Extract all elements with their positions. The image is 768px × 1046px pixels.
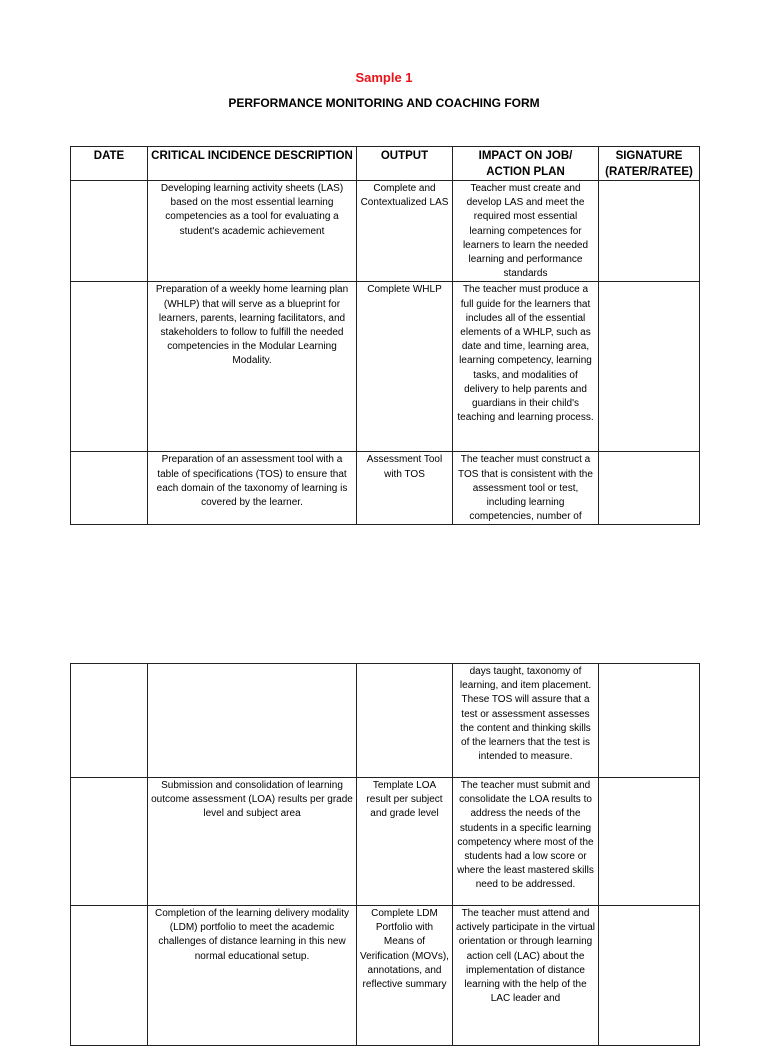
date-cell <box>71 181 148 282</box>
table-row <box>71 906 700 1046</box>
output-cell: Complete and Contextualized LAS <box>357 181 453 282</box>
signature-cell <box>599 452 700 525</box>
table-row <box>71 282 700 452</box>
date-cell <box>71 664 148 778</box>
signature-cell <box>599 778 700 906</box>
output-cell: Assessment Tool with TOS <box>357 452 453 525</box>
impact-cell: The teacher must produce a full guide for the learners that includes all of the essential elements of a WHLP, such as date and time, learning area, learning competency, learning tasks, and modalities of delivery to help parents and guardians in their child's teaching and learning process. <box>453 282 599 452</box>
description-cell: Submission and consolidation of learning outcome assessment (LOA) results per grade level and subject area <box>148 778 357 906</box>
table-row <box>71 452 700 525</box>
description-cell: Preparation of a weekly home learning plan (WHLP) that will serve as a blueprint for learners, parents, learning facilitators, and stakeholders to follow to fulfill the needed competencies in the Modular Learning Modality. <box>148 282 357 452</box>
impact-cell: Teacher must create and develop LAS and meet the required most essential learning competences for learners to learn the needed learning and performance standards <box>453 181 599 282</box>
header-signature: SIGNATURE (RATER/RATEE) <box>599 147 700 181</box>
output-cell <box>357 664 453 778</box>
form-title: PERFORMANCE MONITORING AND COACHING FORM <box>228 96 540 110</box>
coaching-form-table-page-1 <box>70 146 700 525</box>
header-output: OUTPUT <box>357 147 453 181</box>
output-cell: Complete WHLP <box>357 282 453 452</box>
impact-cell: days taught, taxonomy of learning, and item placement. These TOS will assure that a test or assessment assesses the content and thinking skills of the learners that the test is intended to measure. <box>453 664 599 778</box>
description-cell: Preparation of an assessment tool with a table of specifications (TOS) to ensure that each domain of the taxonomy of learning is covered by the learner. <box>148 452 357 525</box>
date-cell <box>71 778 148 906</box>
output-cell: Complete LDM Portfolio with Means of Verification (MOVs), annotations, and reflective summary <box>357 906 453 1046</box>
table-row <box>71 778 700 906</box>
table-row <box>71 181 700 282</box>
impact-cell: The teacher must submit and consolidate the LOA results to address the needs of the students in a specific learning competency where most of the students had a low score or where the least mastered skills need to be addressed. <box>453 778 599 906</box>
date-cell <box>71 906 148 1046</box>
date-cell <box>71 452 148 525</box>
description-cell: Completion of the learning delivery modality (LDM) portfolio to meet the academic challenges of distance learning in this new normal educational setup. <box>148 906 357 1046</box>
date-cell <box>71 282 148 452</box>
description-cell: Developing learning activity sheets (LAS) based on the most essential learning competencies as a tool for evaluating a student's academic achievement <box>148 181 357 282</box>
coaching-form-table-page-2 <box>70 663 700 1046</box>
signature-cell <box>599 181 700 282</box>
header-description: CRITICAL INCIDENCE DESCRIPTION <box>148 147 357 181</box>
signature-cell <box>599 282 700 452</box>
header-impact: IMPACT ON JOB/ ACTION PLAN <box>453 147 599 181</box>
signature-cell <box>599 664 700 778</box>
table-row <box>71 664 700 778</box>
impact-cell: The teacher must construct a TOS that is consistent with the assessment tool or test, including learning competencies, number of <box>453 452 599 525</box>
table-header-row <box>71 147 700 181</box>
sample-title: Sample 1 <box>355 70 413 85</box>
output-cell: Template LOA result per subject and grade level <box>357 778 453 906</box>
header-date: DATE <box>71 147 148 181</box>
description-cell <box>148 664 357 778</box>
impact-cell: The teacher must attend and actively participate in the virtual orientation or through learning action cell (LAC) about the implementation of distance learning with the help of the LAC leader and <box>453 906 599 1046</box>
signature-cell <box>599 906 700 1046</box>
